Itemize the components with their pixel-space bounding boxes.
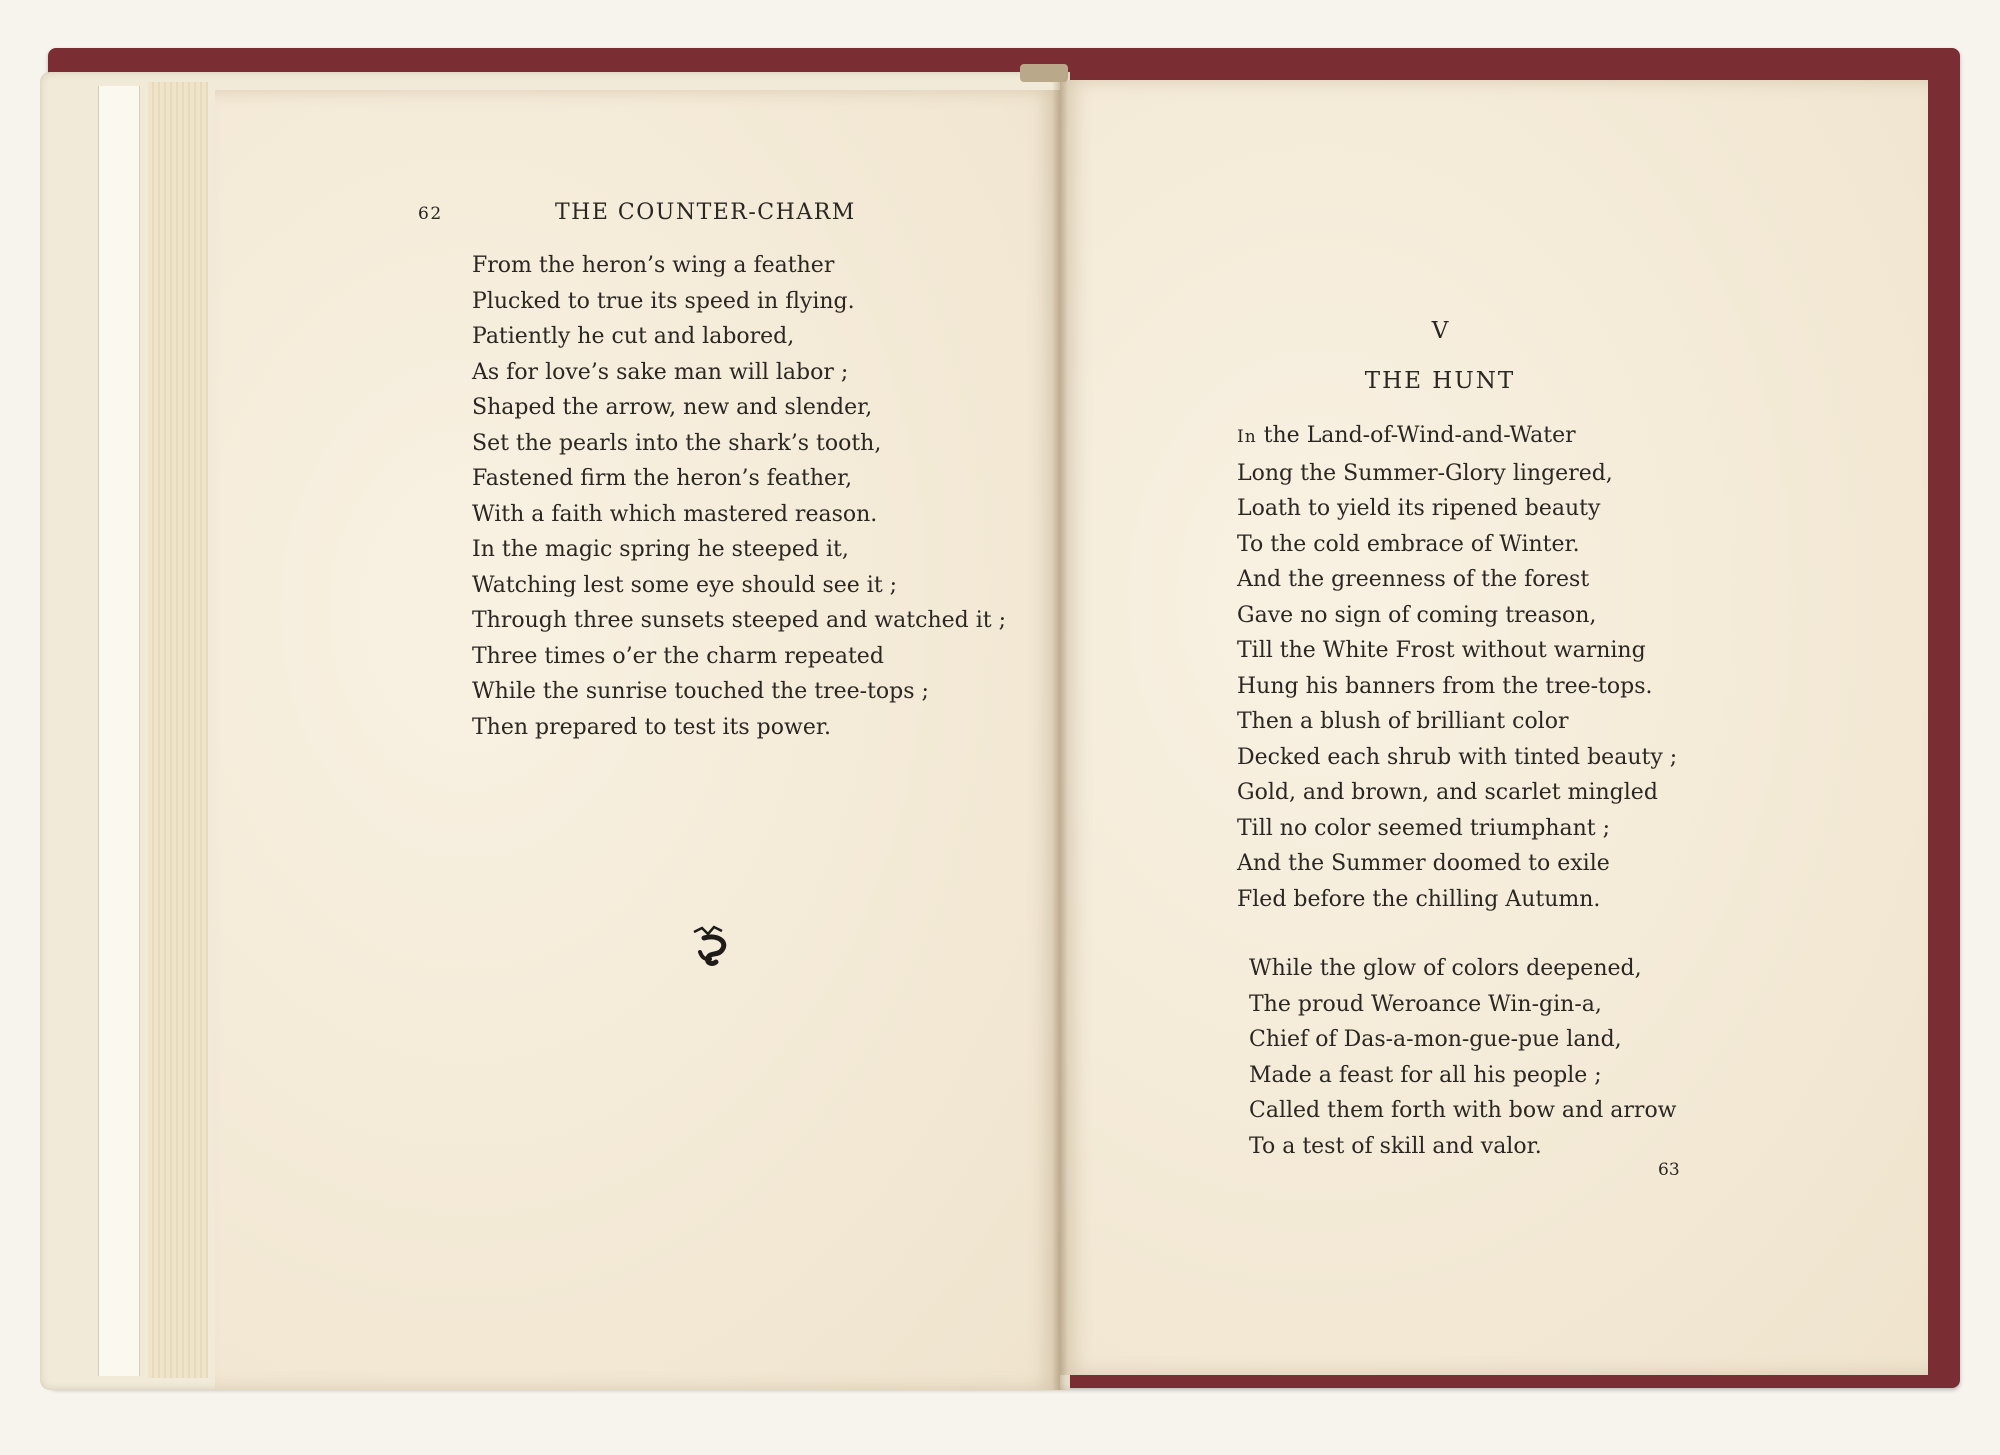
verse-line: The proud Weroance Win-gin-a, (1249, 991, 1602, 1017)
left-verse (472, 248, 1006, 745)
verse-line: Then prepared to test its power. (472, 714, 831, 740)
verse-line: Hung his banners from the tree-tops. (1237, 673, 1653, 699)
verse-line: With a faith which mastered reason. (472, 501, 878, 527)
verse-line: Plucked to true its speed in flying. (472, 288, 855, 314)
verse-line: While the sunrise touched the tree-tops ; (472, 679, 929, 704)
section-number: V (1431, 318, 1449, 344)
running-head (418, 200, 1038, 230)
verse-line: Called them forth with bow and arrow (1249, 1098, 1677, 1123)
verse-line: Watching lest some eye should see it ; (472, 572, 898, 598)
verse-line: Set the pearls into the shark’s tooth, (472, 430, 882, 456)
right-verse-stanza-2 (1249, 951, 1677, 1164)
page-number-right: 63 (1658, 1160, 1680, 1180)
verse-line: Through three sunsets steeped and watched it ; (472, 608, 1007, 633)
verse-line: To a test of skill and valor. (1249, 1133, 1542, 1159)
verse-line: In the magic spring he steeped it, (472, 537, 849, 562)
verse-line: To the cold embrace of Winter. (1237, 531, 1580, 557)
verse-line: While the glow of colors deepened, (1249, 956, 1642, 981)
verse-line: Till no color seemed triumphant ; (1237, 815, 1611, 841)
verse-line: And the greenness of the forest (1237, 567, 1590, 592)
verse-line: Decked each shrub with tinted beauty ; (1237, 744, 1678, 770)
verse-line: Fled before the chilling Autumn. (1237, 886, 1601, 912)
verse-line: Gave no sign of coming treason, (1237, 602, 1597, 628)
verse-line: Long the Summer-Glory lingered, (1237, 460, 1613, 486)
page-number-left: 62 (418, 204, 443, 224)
verse-line: Then a blush of brilliant color (1237, 709, 1569, 734)
first-line-rest: the Land-of-Wind-and-Water (1256, 423, 1576, 448)
verse-line: Till the White Frost without warning (1237, 638, 1646, 663)
book-gutter (1052, 80, 1068, 1390)
verse-line: Fastened firm the heron’s feather, (472, 466, 853, 491)
verse-line: From the heron’s wing a feather (472, 253, 835, 278)
small-caps-opening: In (1237, 427, 1257, 447)
running-title: THE COUNTER-CHARM (555, 200, 856, 225)
verse-line: And the Summer doomed to exile (1237, 851, 1610, 876)
verse-line: As for love’s sake man will labor ; (472, 359, 849, 385)
printer-ornament-icon (688, 922, 732, 966)
verse-line: Made a feast for all his people ; (1249, 1062, 1602, 1088)
section-title: THE HUNT (1364, 368, 1516, 394)
verse-line: Gold, and brown, and scarlet mingled (1237, 780, 1658, 805)
verse-line: Three times o’er the charm repeated (472, 643, 884, 669)
verse-line: Patiently he cut and labored, (472, 324, 795, 349)
verse-line: Loath to yield its ripened beauty (1237, 496, 1601, 521)
verse-line: Chief of Das-a-mon-gue-pue land, (1249, 1027, 1622, 1052)
right-verse-stanza-1 (1237, 418, 1677, 917)
verse-line (1237, 418, 1677, 456)
verse-line: Shaped the arrow, new and slender, (472, 395, 873, 420)
headband (1020, 64, 1068, 82)
